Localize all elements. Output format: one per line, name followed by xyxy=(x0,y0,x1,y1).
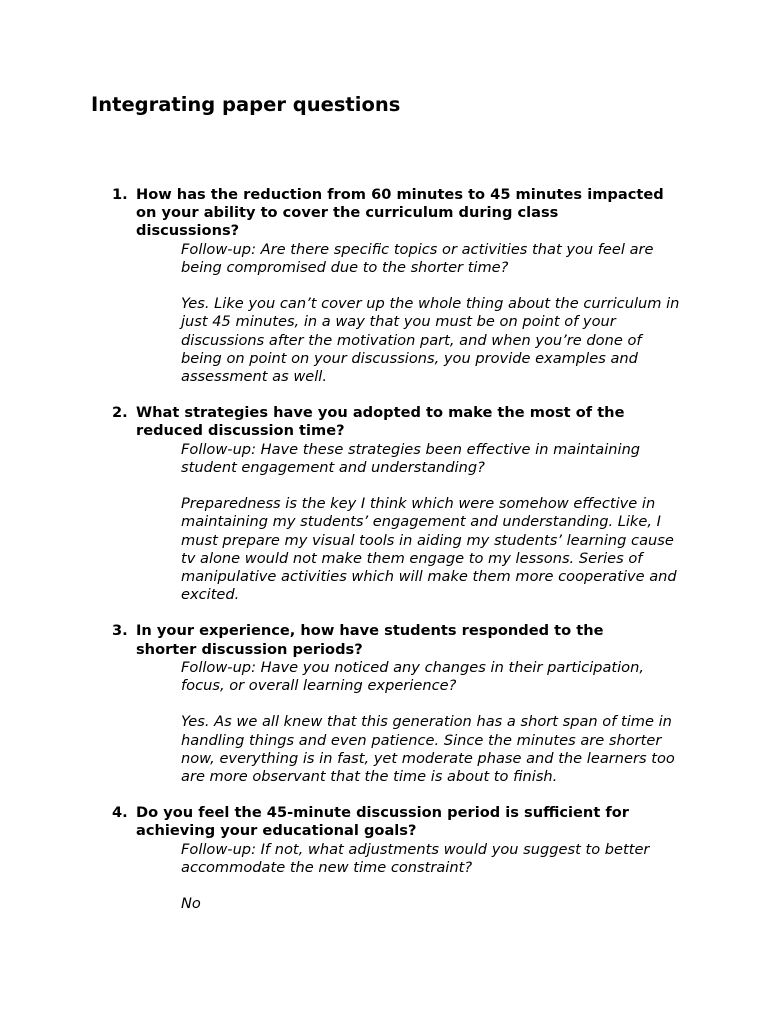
answer-text: Preparedness is the key I think which were somehow effective in maintaining my students’ engagement and understanding. Like, I must prepare my visual tools in aiding my students’ learning cause tv alone would not make them engage to my lessons. Series of manipulative activities which will make them more cooperative and excited. xyxy=(181,495,677,604)
answer-text: Yes. As we all knew that this generation has a short span of time in handling things and even patience. Since the minutes are shorter now, everything is in fast, yet moderate phase and the learners too are more observant that the time is about to finish. xyxy=(181,713,675,786)
question-text: Do you feel the 45-minute discussion period is sufficient for achieving your educational goals? xyxy=(136,804,629,840)
question-item xyxy=(0,804,768,913)
question-item xyxy=(0,622,768,786)
question-item xyxy=(0,404,768,604)
question-item xyxy=(0,186,768,386)
followup-text: Follow-up: If not, what adjustments would you suggest to better accommodate the new time constraint? xyxy=(181,840,650,876)
document-title: Integrating paper questions xyxy=(91,93,401,116)
followup-text: Follow-up: Have these strategies been effective in maintaining student engagement and understanding? xyxy=(181,440,641,476)
spacer xyxy=(0,477,768,495)
question-number: 3. xyxy=(112,622,128,640)
spacer xyxy=(0,277,768,295)
spacer xyxy=(0,877,768,895)
question-text: How has the reduction from 60 minutes to 45 minutes impacted on your ability to cover the curriculum during class discussions? xyxy=(136,186,664,240)
question-number: 4. xyxy=(112,804,128,822)
question-text: What strategies have you adopted to make the most of the reduced discussion time? xyxy=(136,404,625,440)
question-number: 2. xyxy=(112,404,128,422)
answer-text: Yes. Like you can’t cover up the whole thing about the curriculum in just 45 minutes, in a way that you must be on point of your discussions after the motivation part, and when you’re done of being on point on your discussions, you provide examples and assessment as well. xyxy=(181,295,680,386)
question-text: In your experience, how have students responded to the shorter discussion periods? xyxy=(136,622,604,658)
followup-text: Follow-up: Are there specific topics or activities that you feel are being compromised due to the shorter time? xyxy=(181,240,654,276)
followup-text: Follow-up: Have you noticed any changes in their participation, focus, or overall learning experience? xyxy=(181,658,644,695)
answer-text: No xyxy=(181,895,201,913)
question-list xyxy=(0,186,768,931)
question-number: 1. xyxy=(112,186,128,203)
spacer xyxy=(0,695,768,713)
